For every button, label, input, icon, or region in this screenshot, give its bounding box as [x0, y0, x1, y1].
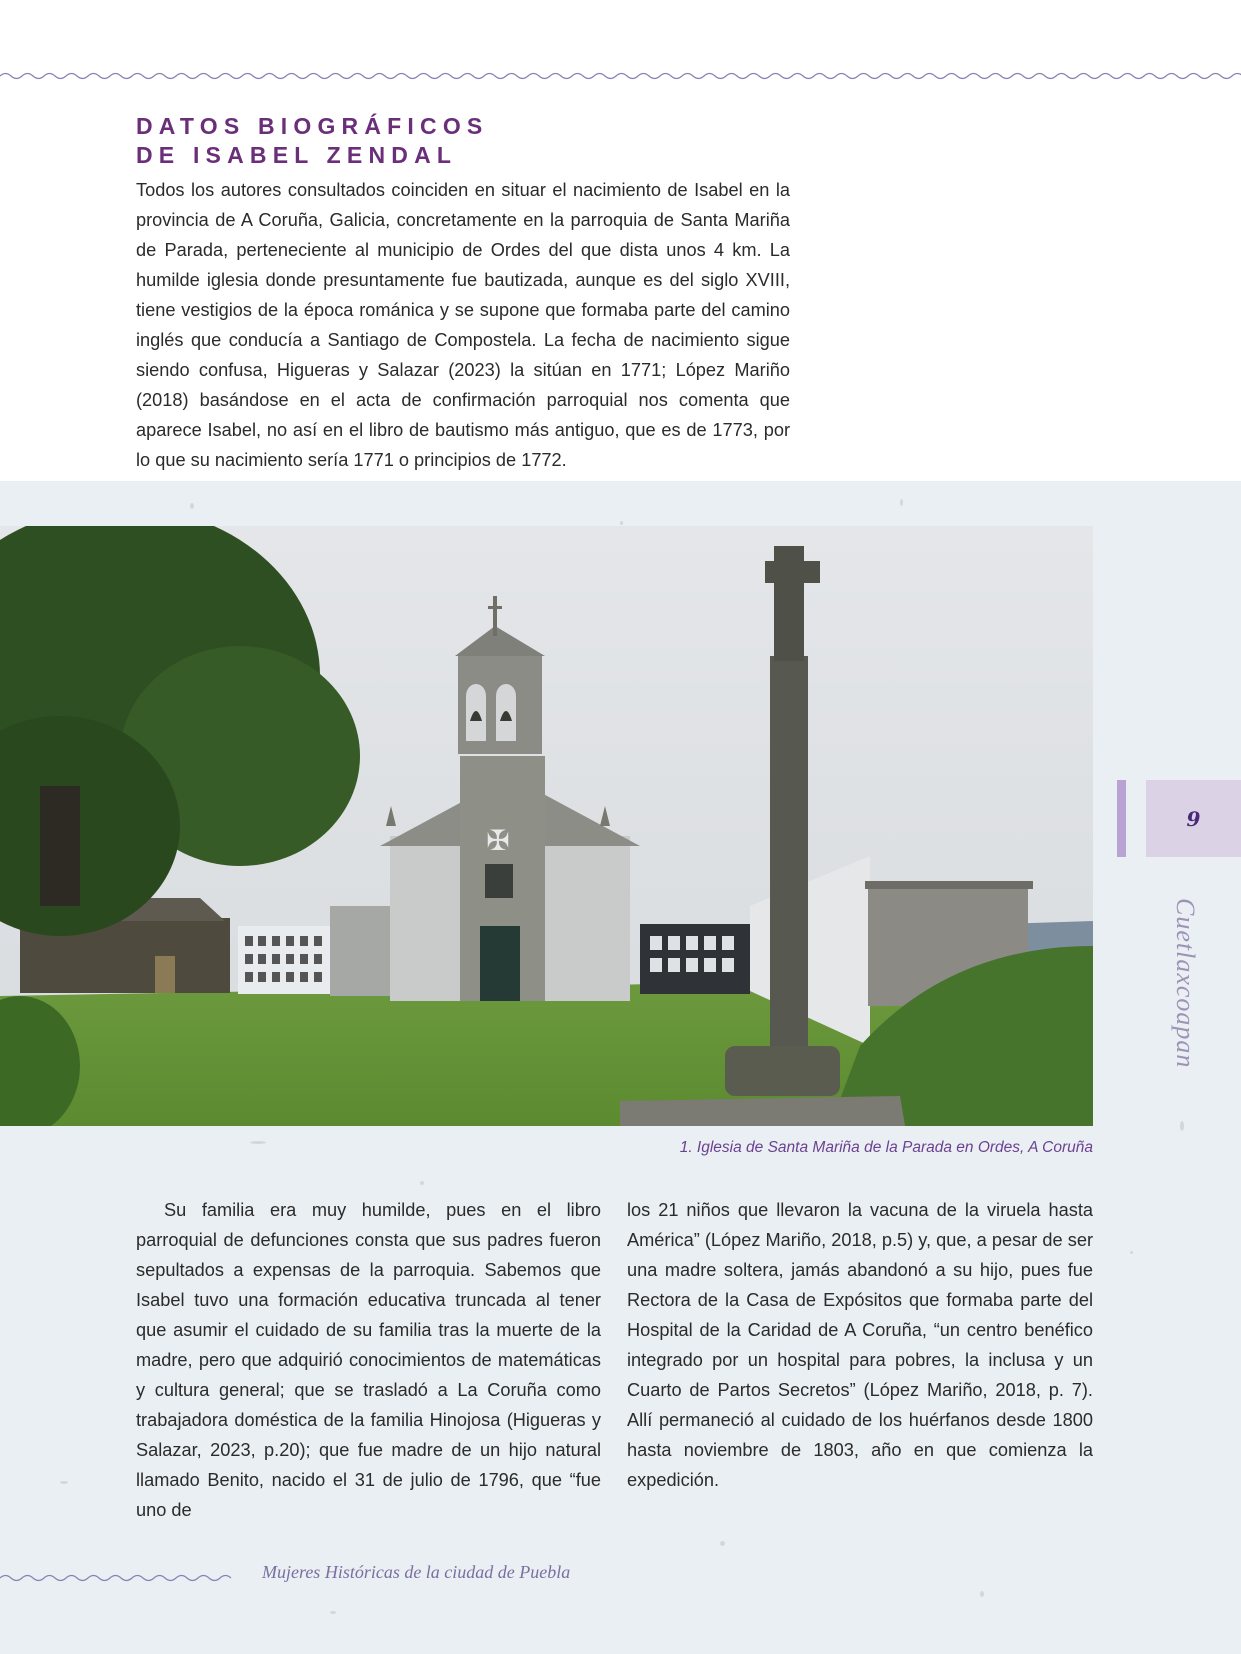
body-column-left: Su familia era muy humilde, pues en el libro parroquial de defunciones consta que sus padres fueron sepultados a expensas de la parroquia. Sabemos que Isabel tuvo una formación educativa truncada al tener que asumir el cuidado de su familia tras la muerte de la madre, pero que adquirió conocimientos de matemáticas y cultura general; que se trasladó a La Coruña como trabajadora doméstica de la familia Hinojosa (Higueras y Salazar, 2023, p.20); que fue madre de un hijo natural llamado Benito, nacido el 31 de julio de 1796, que “fue uno de	[136, 1200, 601, 1520]
section-title-line-2: DE ISABEL ZENDAL	[136, 142, 458, 168]
vertical-section-label: Cuetlaxcoapan	[1171, 898, 1200, 1069]
section-title	[136, 112, 488, 170]
intro-paragraph: Todos los autores consultados coinciden en situar el nacimiento de Isabel en la provincia de A Coruña, Galicia, concretamente en la parroquia de Santa Mariña de Parada, perteneciente al municipio de Ordes del que dista unos 4 km. La humilde iglesia donde presuntamente fue bautizada, aunque es del siglo XVIII, tiene vestigios de la época románica y se supone que formaba parte del camino inglés que conducía a Santiago de Compostela. La fecha de nacimiento sigue siendo confusa, Higueras y Salazar (2023) la sitúan en 1771; López Mariño (2018) basándose en el acta de confirmación parroquial nos comenta que aparece Isabel, no así en el libro de bautismo más antiguo, que es de 1773, por lo que su nacimiento sería 1771 o principios de 1772.	[136, 180, 790, 470]
church-photo-illustration	[0, 526, 1093, 1126]
church-photo	[0, 526, 1093, 1126]
section-title-line-1: DATOS BIOGRÁFICOS	[136, 113, 489, 139]
top-wavy-divider	[0, 71, 1241, 81]
body-column-right: los 21 niños que llevaron la vacuna de la viruela hasta América” (López Mariño, 2018, p.5) y, que, a pesar de ser una madre soltera, jamás abandonó a su hijo, pues fue Rectora de la Casa de Expósitos que formaba parte del Hospital de la Caridad de A Coruña, “un centro benéfico integrado por un hospital para pobres, la inclusa y un Cuarto de Partos Secretos” (López Mariño, 2018, p. 7). Allí permaneció al cuidado de los huérfanos desde 1800 hasta noviembre de 1803, año en que comienza la expedición.	[627, 1200, 1093, 1490]
figure-caption: 1. Iglesia de Santa Mariña de la Parada en Ordes, A Coruña	[679, 1139, 1093, 1156]
page-number-box	[1146, 780, 1241, 857]
page-tab-strip	[1117, 780, 1126, 857]
footer-publication-title: Mujeres Históricas de la ciudad de Puebla	[262, 1562, 571, 1582]
cemetery-niches-left	[238, 926, 333, 994]
footer-wavy-divider	[0, 1573, 232, 1583]
svg-text:✠: ✠	[486, 824, 510, 857]
page-number: 9	[1186, 806, 1201, 831]
